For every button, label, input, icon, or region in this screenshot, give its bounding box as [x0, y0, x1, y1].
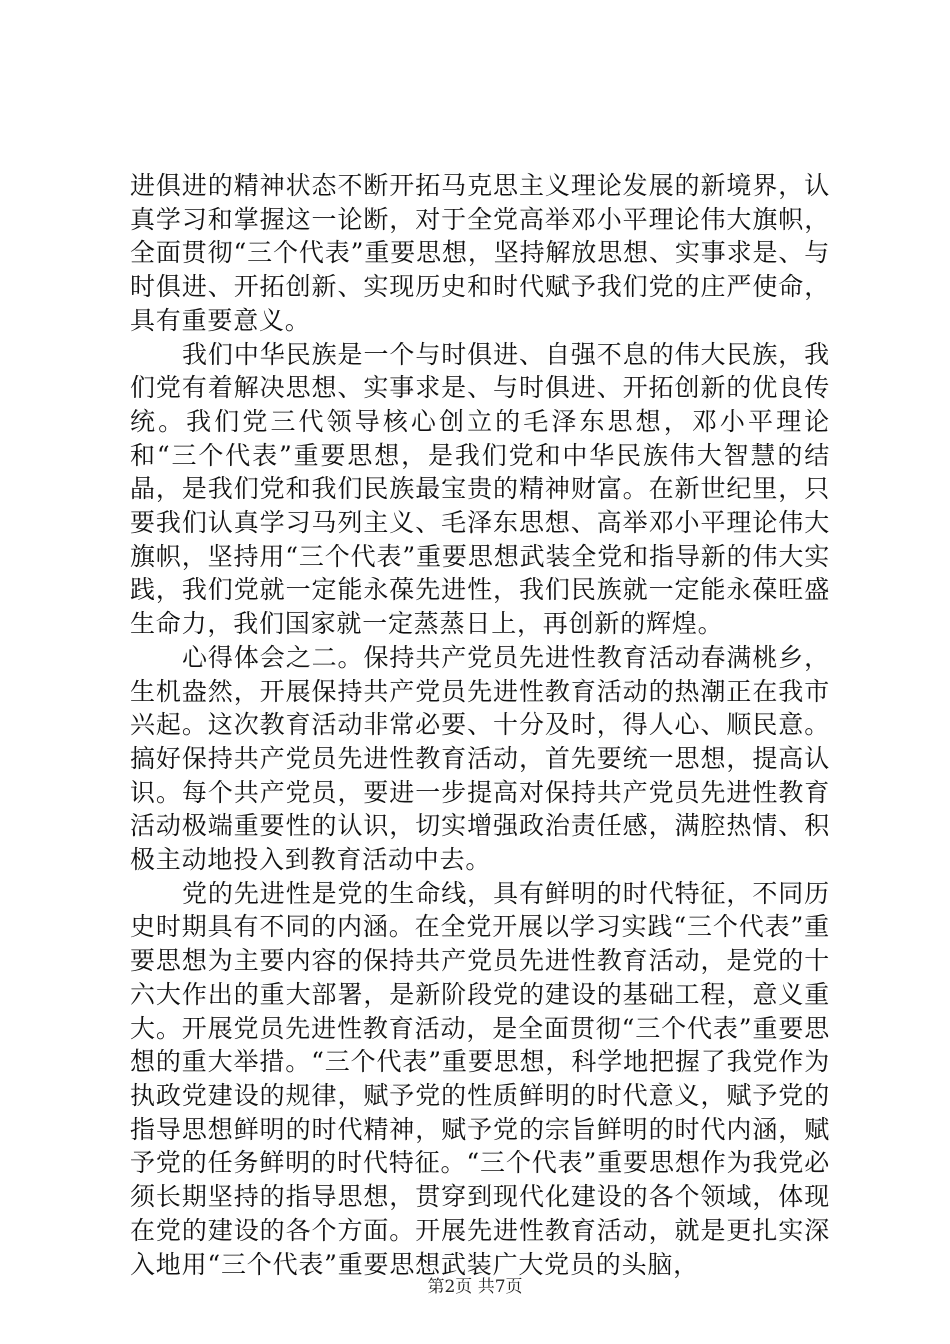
document-body — [130, 169, 830, 1281]
page-number-footer: 第2页 共7页 — [427, 1277, 523, 1297]
paragraph: 党的先进性是党的生命线，具有鲜明的时代特征，不同历史时期具有不同的内涵。在全党开展以学习实践“三个代表”重要思想为主要内容的保持共产党员先进性教育活动，是党的十六大作出的重大部署，是新阶段党的建设的基础工程，意义重大。开展党员先进性教育活动，是全面贯彻“三个代表”重要思想的重大举措。“三个代表”重要思想，科学地把握了我党作为执政党建设的规律，赋予党的性质鲜明的时代意义，赋予党的指导思想鲜明的时代精神，赋予党的宗旨鲜明的时代内涵，赋予党的任务鲜明的时代特征。“三个代表”重要思想作为我党必须长期坚持的指导思想，贯穿到现代化建设的各个领域，体现在党的建设的各个方面。开展先进性教育活动，就是更扎实深入地用“三个代表”重要思想武装广大党员的头脑， — [130, 878, 830, 1279]
paragraph-continuation: 进俱进的精神状态不断开拓马克思主义理论发展的新境界，认真学习和掌握这一论断，对于全党高举邓小平理论伟大旗帜，全面贯彻“三个代表”重要思想，坚持解放思想、实事求是、与时俱进、开拓创新、实现历史和时代赋予我们党的庄严使命，具有重要意义。 — [130, 171, 830, 335]
paragraph: 心得体会之二。保持共产党员先进性教育活动春满桃乡，生机盎然，开展保持共产党员先进性教育活动的热潮正在我市兴起。这次教育活动非常必要、十分及时，得人心、顺民意。搞好保持共产党员先进性教育活动，首先要统一思想，提高认识。每个共产党员，要进一步提高对保持共产党员先进性教育活动极端重要性的认识，切实增强政治责任感，满腔热情、积极主动地投入到教育活动中去。 — [130, 642, 830, 875]
paragraph: 我们中华民族是一个与时俱进、自强不息的伟大民族，我们党有着解决思想、实事求是、与时俱进、开拓创新的优良传统。我们党三代领导核心创立的毛泽东思想，邓小平理论和“三个代表”重要思想，是我们党和中华民族伟大智慧的结晶，是我们党和我们民族最宝贵的精神财富。在新世纪里，只要我们认真学习马列主义、毛泽东思想、高举邓小平理论伟大旗帜，坚持用“三个代表”重要思想武装全党和指导新的伟大实践，我们党就一定能永葆先进性，我们民族就一定能永葆旺盛生命力，我们国家就一定蒸蒸日上，再创新的辉煌。 — [130, 339, 830, 639]
